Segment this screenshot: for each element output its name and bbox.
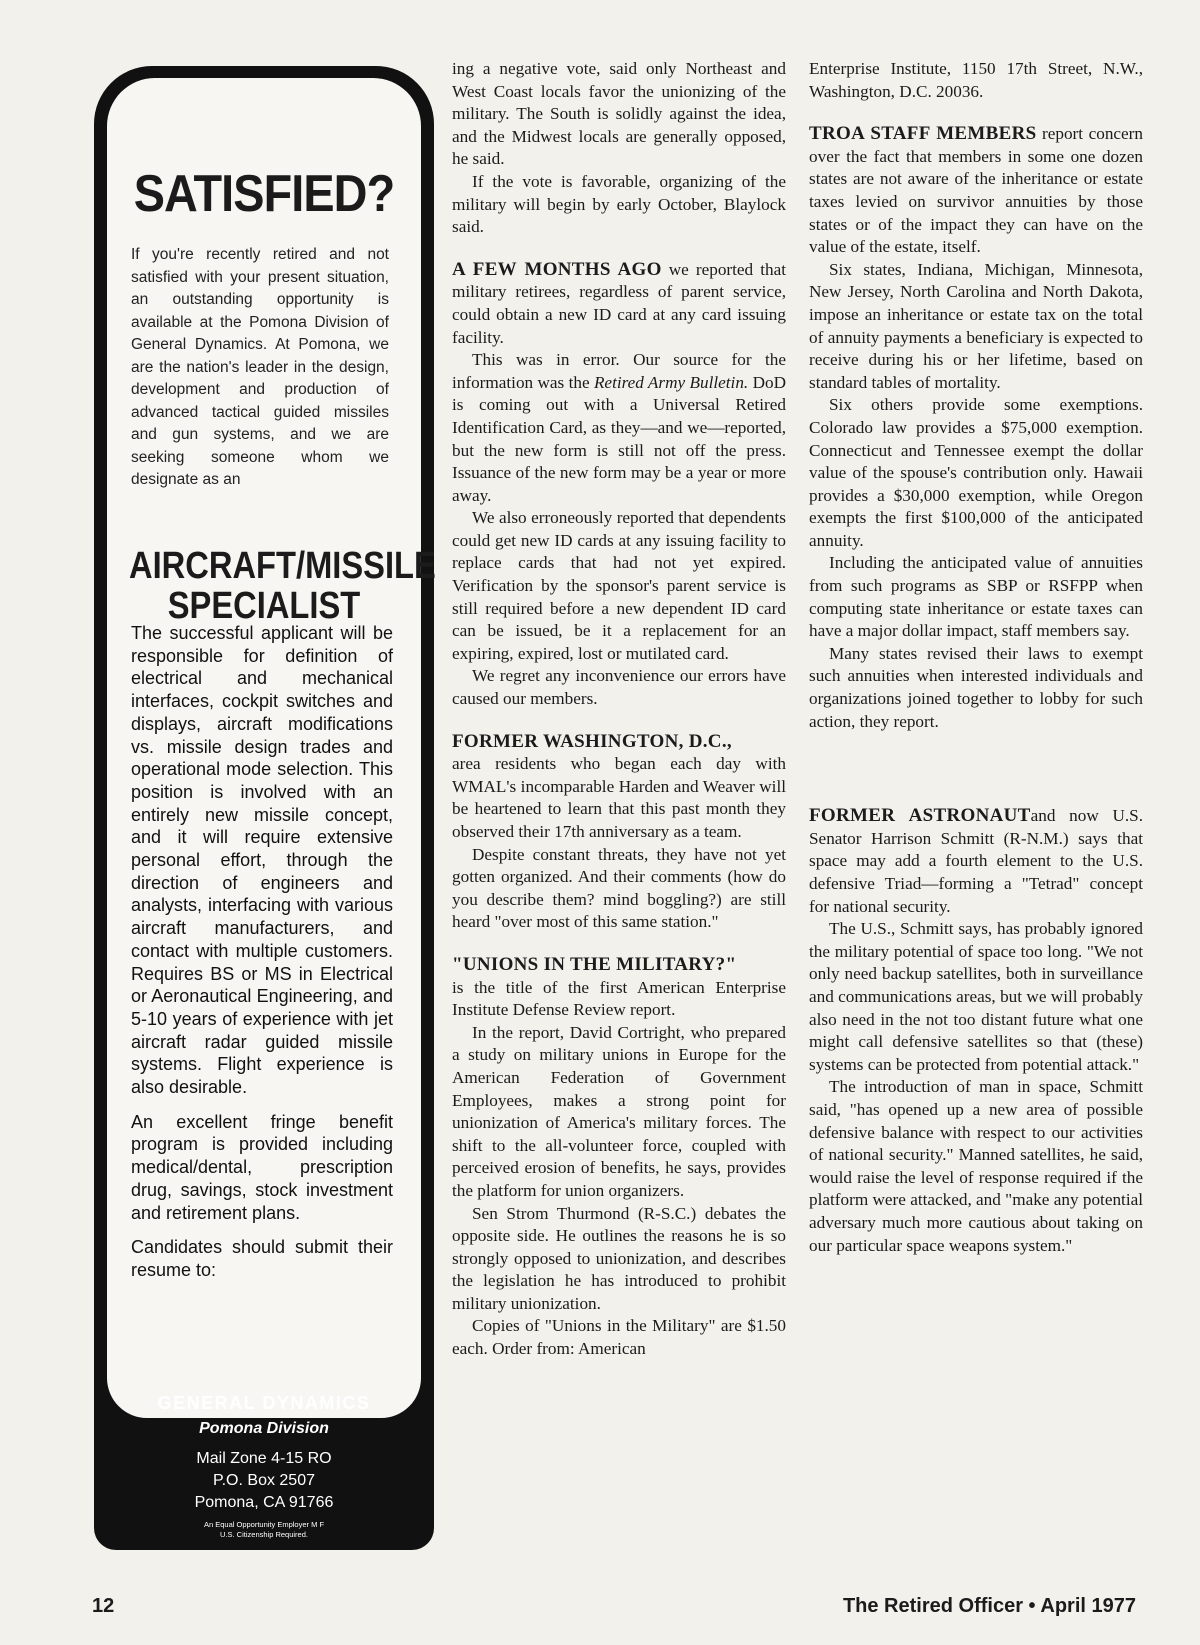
article-column-2 <box>809 58 1143 1257</box>
ad-address-line: Mail Zone 4-15 RO <box>196 1450 332 1467</box>
section-heading: "UNIONS IN THE MILITARY?" <box>452 953 737 975</box>
ad-fine-print-line: U.S. Citizenship Required. <box>220 1530 308 1539</box>
paragraph: Despite constant threats, they have not yet gotten organized. And their comments (how do you describe them? mind boggling?) are still heard "over most of this same station." <box>452 844 786 932</box>
ad-body-benefits: An excellent fringe benefit program is provided including medical/dental, prescription drug, savings, stock investment and retirement plans. <box>131 1111 393 1223</box>
paragraph-text: we reported that military retirees, regardless of parent service, could obtain a new ID card at any card issuing facility. <box>452 259 786 347</box>
paragraph: The introduction of man in space, Schmitt said, "has opened up a new area of possible defensive balance with respect to our activities of national security." Manned satellites, he said, would raise the level of response required if the platform were attacked, and "make any potential adversary much more cautious about taking on our particular space weapons system." <box>809 1077 1143 1255</box>
bullet-separator: • <box>1028 1595 1036 1617</box>
issue-date: April 1977 <box>1040 1595 1136 1617</box>
ad-intro-text: If you're recently retired and not satisfied with your present situation, an outstanding opportunity is available at the Pomona Division of General Dynamics. At Pomona, we are the nation's leader in the design, development and production of advanced tactical guided missiles and gun systems, and we are seeking someone whom we designate as an <box>131 246 389 488</box>
paragraph: is the title of the first American Enterprise Institute Defense Review report. <box>452 977 786 1020</box>
section-id-card <box>452 259 786 711</box>
article-column-1 <box>452 58 786 1361</box>
paragraph: Six others provide some exemptions. Colorado law provides a $75,000 exemption. Connecticut and Tennessee exempt the dollar value of the spouse's contribution only. Hawaii provides a $30,000 exemption, while Oregon exempts the first $100,000 of the anticipated annuity. <box>809 395 1143 550</box>
job-advertisement <box>94 66 434 1550</box>
paragraph-text: DoD is coming out with a Universal Retired Identification Card, as they—and we—reported, but the new form is still not off the press. Issuance of the new form may be a year or more away. <box>452 372 787 505</box>
paragraph <box>452 349 786 507</box>
paragraph: Including the anticipated value of annuities from such programs as SBP or RSFPP when computing state inheritance or estate taxes can have a major dollar impact, staff members say. <box>809 553 1143 641</box>
ad-address-line: P.O. Box 2507 <box>213 1472 315 1489</box>
section-astronaut <box>809 805 1143 1257</box>
ad-position-title: AIRCRAFT/MISSILE SPECIALIST <box>128 545 436 627</box>
ad-body-responsibilities: The successful applicant will be responsible for definition of electrical and mechanical interfaces, cockpit switches and displays, aircraft modifications vs. missile design trades and operational mode selection. This position is involved with an entirely new missile concept, and it will require extensive personal effort, through the direction of engineers and analysts, interfacing with various aircraft manufacturers, and contact with multiple customers. Requires BS or MS in Electrical or Aeronautical Engineering, and 5-10 years of experience with jet aircraft radar guided missile systems. Flight experience is also desirable. <box>131 623 393 1098</box>
section-washington <box>452 731 786 934</box>
paragraph: If the vote is favorable, organizing of the military will begin by early October, Blaylock said. <box>452 171 786 237</box>
paragraph: Enterprise Institute, 1150 17th Street, N.W., Washington, D.C. 20036. <box>809 59 1143 101</box>
paragraph-text: report concern over the fact that members in some one dozen states are not aware of the inheritance or estate taxes levied on survivor annuities by those states or of the impact they can have on the value of the estate, itself. <box>809 124 1143 257</box>
paragraph: Six states, Indiana, Michigan, Minnesota, New Jersey, North Carolina and North Dakota, impose an inheritance or estate tax on the total of annuity payments a beneficiary is expected to receive during his or her lifetime, based on standard tables of mortality. <box>809 259 1143 392</box>
paragraph: In the report, David Cortright, who prepared a study on military unions in Europe for the American Federation of Government Employees, makes a strong point for unionization of America's military forces. The shift to the all-volunteer force, coupled with perceived erosion of benefits, he says, provides the platform for union organizers. <box>452 1022 786 1200</box>
ad-company-name: GENERAL DYNAMICS <box>157 1393 371 1413</box>
paragraph: Sen Strom Thurmond (R-S.C.) debates the opposite side. He outlines the reasons he is so strongly opposed to unionization, and describes the legislation he has introduced to prohibit military unionization. <box>452 1203 786 1313</box>
publication-title: Retired Army Bulletin. <box>593 372 749 392</box>
paragraph-text: and now U.S. Senator Harrison Schmitt (R-N.M.) says that space may add a fourth element to the U.S. defensive Triad—forming a "Tetrad" concept for national security. <box>809 806 1144 916</box>
ad-division-name: Pomona Division <box>199 1420 329 1437</box>
paragraph: The U.S., Schmitt says, has probably ignored the military potential of space too long. "We not only need backup satellites, both in surveillance and communications areas, but we will probably also need in the not too distant future what one might call defensive satellites so that (these) systems can be protected from potential attack." <box>809 919 1143 1074</box>
paragraph: Copies of "Unions in the Military" are $1.50 each. Order from: American <box>452 1316 786 1359</box>
section-heading: A FEW MONTHS AGO <box>452 258 662 280</box>
section-heading: FORMER WASHINGTON, D.C., <box>452 730 732 752</box>
paragraph: We regret any inconvenience our errors have caused our members. <box>452 666 786 709</box>
ad-fine-print <box>94 1520 434 1540</box>
ad-panel <box>107 78 436 1418</box>
section-unions <box>452 954 786 1361</box>
publication-masthead <box>843 1595 1136 1618</box>
ad-fine-print-line: An Equal Opportunity Employer M F <box>203 1520 325 1529</box>
paragraph: Many states revised their laws to exempt such annuities when interested individuals and organizations joined together to lobby for such action, they report. <box>809 643 1143 731</box>
ad-address <box>94 1448 434 1514</box>
paragraph: ing a negative vote, said only Northeast and West Coast locals favor the unionizing of the military. The South is solidly against the idea, and the Midwest locals are generally opposed, he said. <box>452 59 786 169</box>
page-number: 12 <box>92 1595 115 1617</box>
section-heading: TROA STAFF MEMBERS <box>809 123 1037 145</box>
section-troa <box>809 123 1143 733</box>
paragraph-text: This was in error. Our source for the information was the <box>452 350 786 392</box>
section-heading: FORMER ASTRONAUT <box>809 805 1031 827</box>
paragraph: We also erroneously reported that dependents could get new ID cards at any issuing facility to replace cards that had not yet expired. Verification by the sponsor's parent service is still required before a new dependent ID card can be issued, be it a replacement for an expiring, expired, lost or mutilated card. <box>452 508 786 663</box>
paragraph: area residents who began each day with WMAL's incomparable Harden and Weaver will be heartened to learn that this past month they observed their 17th anniversary as a team. <box>452 754 786 841</box>
ad-headline: SATISFIED? <box>133 165 395 223</box>
ad-contact-block <box>94 1393 434 1540</box>
ad-body <box>131 622 393 1294</box>
publication-name: The Retired Officer <box>842 1595 1023 1617</box>
ad-address-line: Pomona, CA 91766 <box>194 1494 334 1511</box>
ad-body-instructions: Candidates should submit their resume to: <box>131 1237 393 1280</box>
